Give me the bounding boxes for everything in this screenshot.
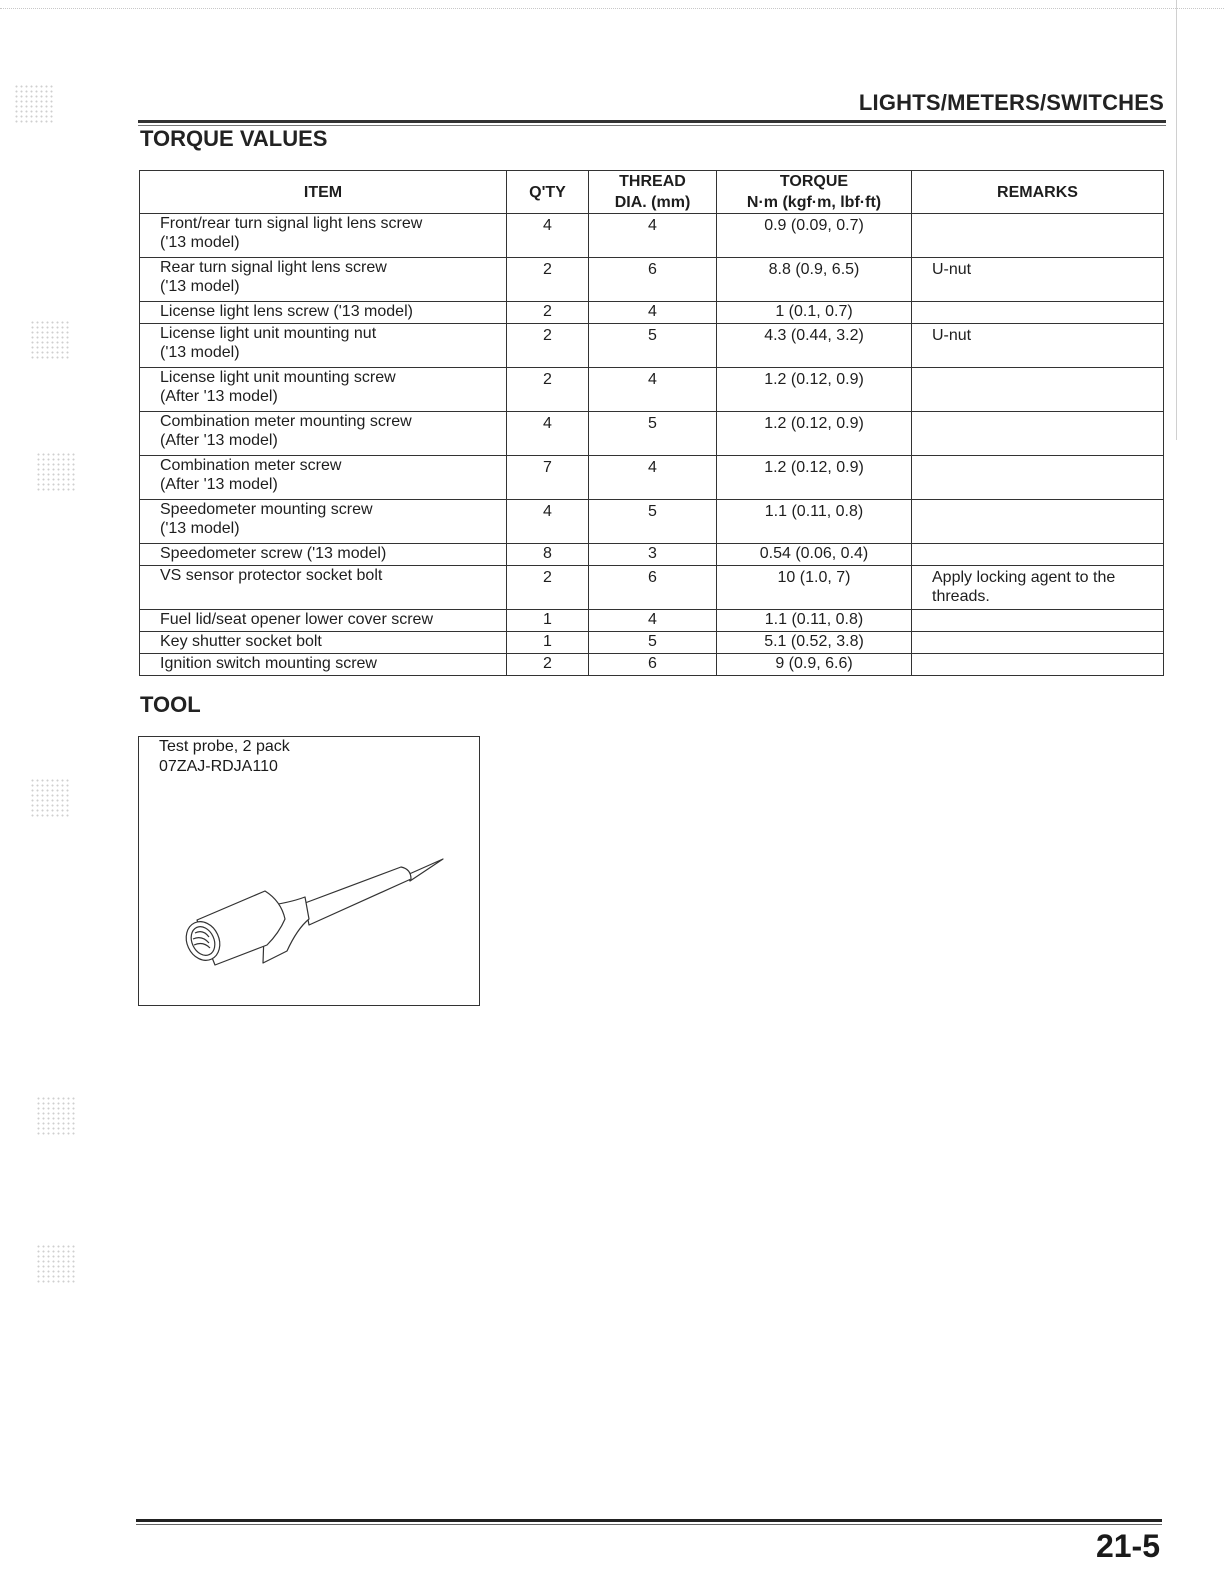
qty-cell: 1 (507, 610, 589, 632)
torque-cell: 1.2 (0.12, 0.9) (717, 456, 912, 500)
thread-cell: 3 (589, 544, 717, 566)
torque-values-heading: TORQUE VALUES (140, 126, 328, 151)
remarks-cell (912, 456, 1164, 500)
torque-cell: 9 (0.9, 6.6) (717, 654, 912, 676)
table-row (140, 302, 1164, 324)
remarks-cell: Apply locking agent to the threads. (912, 566, 1164, 610)
remarks-cell: U-nut (912, 258, 1164, 302)
column-header-torque: TORQUE N·m (kgf·m, lbf·ft) (717, 171, 912, 214)
scan-speckle (14, 84, 54, 124)
torque-cell: 1.2 (0.12, 0.9) (717, 368, 912, 412)
item-cell: Rear turn signal light lens screw ('13 model) (140, 258, 507, 302)
remarks-cell (912, 500, 1164, 544)
remarks-cell (912, 654, 1164, 676)
qty-cell: 2 (507, 654, 589, 676)
item-cell: Key shutter socket bolt (140, 632, 507, 654)
item-cell: Front/rear turn signal light lens screw ('13 model) (140, 214, 507, 258)
scan-edge-right (1176, 0, 1178, 440)
page-number: 21-5 (1095, 1528, 1160, 1564)
qty-cell: 1 (507, 632, 589, 654)
section-title: LIGHTS/METERS/SWITCHES (858, 90, 1164, 115)
table-row (140, 324, 1164, 368)
qty-cell: 2 (507, 566, 589, 610)
torque-cell: 10 (1.0, 7) (717, 566, 912, 610)
torque-cell: 1 (0.1, 0.7) (717, 302, 912, 324)
scan-speckle (36, 1244, 76, 1284)
qty-cell: 8 (507, 544, 589, 566)
torque-cell: 8.8 (0.9, 6.5) (717, 258, 912, 302)
remarks-cell (912, 214, 1164, 258)
table-row (140, 258, 1164, 302)
torque-cell: 4.3 (0.44, 3.2) (717, 324, 912, 368)
item-cell: License light unit mounting nut ('13 model) (140, 324, 507, 368)
thread-cell: 4 (589, 214, 717, 258)
qty-cell: 7 (507, 456, 589, 500)
torque-cell: 1.1 (0.11, 0.8) (717, 610, 912, 632)
thread-cell: 6 (589, 654, 717, 676)
qty-cell: 4 (507, 500, 589, 544)
qty-cell: 2 (507, 302, 589, 324)
footer-rule (136, 1519, 1162, 1522)
item-cell: VS sensor protector socket bolt (140, 566, 507, 610)
table-row (140, 610, 1164, 632)
table-row (140, 214, 1164, 258)
column-header-thread: THREAD DIA. (mm) (589, 171, 717, 214)
remarks-cell (912, 544, 1164, 566)
thread-cell: 4 (589, 368, 717, 412)
remarks-cell: U-nut (912, 324, 1164, 368)
column-header-qty: Q'TY (507, 171, 589, 214)
column-header-item: ITEM (140, 171, 507, 214)
item-cell: Speedometer screw ('13 model) (140, 544, 507, 566)
table-row (140, 456, 1164, 500)
torque-cell: 5.1 (0.52, 3.8) (717, 632, 912, 654)
item-cell: Speedometer mounting screw ('13 model) (140, 500, 507, 544)
qty-cell: 2 (507, 258, 589, 302)
scan-speckle (30, 320, 70, 360)
footer-rule-thin (136, 1524, 1162, 1525)
table-row (140, 500, 1164, 544)
torque-values-table (139, 170, 1164, 676)
tool-box (138, 736, 480, 1006)
thread-cell: 5 (589, 324, 717, 368)
qty-cell: 2 (507, 324, 589, 368)
thread-cell: 4 (589, 302, 717, 324)
item-cell: Fuel lid/seat opener lower cover screw (140, 610, 507, 632)
table-row (140, 412, 1164, 456)
scan-edge-top (0, 0, 1224, 9)
remarks-cell (912, 368, 1164, 412)
item-cell: License light unit mounting screw (After '13 model) (140, 368, 507, 412)
scan-speckle (30, 778, 70, 818)
remarks-cell (912, 302, 1164, 324)
item-cell: Combination meter mounting screw (After '13 model) (140, 412, 507, 456)
header-rule (138, 120, 1166, 123)
tool-part-number: 07ZAJ-RDJA110 (159, 758, 278, 775)
torque-cell: 1.1 (0.11, 0.8) (717, 500, 912, 544)
qty-cell: 4 (507, 214, 589, 258)
table-row (140, 368, 1164, 412)
table-row (140, 632, 1164, 654)
test-probe-icon (169, 817, 459, 967)
thread-cell: 6 (589, 566, 717, 610)
scan-speckle (36, 452, 76, 492)
tool-heading: TOOL (140, 692, 201, 717)
qty-cell: 2 (507, 368, 589, 412)
table-row (140, 654, 1164, 676)
remarks-cell (912, 632, 1164, 654)
remarks-cell (912, 610, 1164, 632)
item-cell: Combination meter screw (After '13 model) (140, 456, 507, 500)
scan-speckle (36, 1096, 76, 1136)
table-row (140, 566, 1164, 610)
column-header-remarks: REMARKS (912, 171, 1164, 214)
thread-cell: 4 (589, 456, 717, 500)
thread-cell: 6 (589, 258, 717, 302)
thread-cell: 5 (589, 412, 717, 456)
table-header-row (140, 171, 1164, 214)
item-cell: License light lens screw ('13 model) (140, 302, 507, 324)
torque-cell: 0.9 (0.09, 0.7) (717, 214, 912, 258)
remarks-cell (912, 412, 1164, 456)
item-cell: Ignition switch mounting screw (140, 654, 507, 676)
torque-cell: 0.54 (0.06, 0.4) (717, 544, 912, 566)
tool-name: Test probe, 2 pack (159, 738, 290, 755)
table-row (140, 544, 1164, 566)
thread-cell: 4 (589, 610, 717, 632)
torque-cell: 1.2 (0.12, 0.9) (717, 412, 912, 456)
thread-cell: 5 (589, 500, 717, 544)
thread-cell: 5 (589, 632, 717, 654)
qty-cell: 4 (507, 412, 589, 456)
